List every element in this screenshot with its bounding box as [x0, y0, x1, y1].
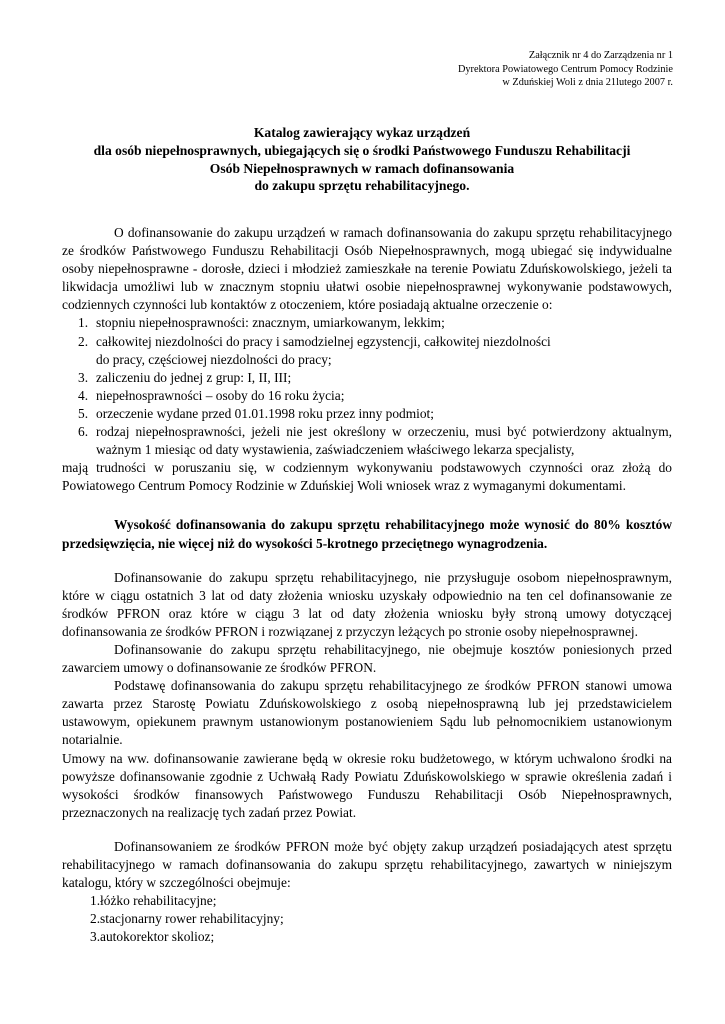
- attachment-note-line: Załącznik nr 4 do Zarządzenia nr 1: [528, 50, 673, 61]
- equipment-item: 1.łóżko rehabilitacyjne;: [90, 893, 217, 909]
- equipment-item: 3.autokorektor skolioz;: [90, 929, 215, 945]
- attachment-note-line: w Zduńskiej Woli z dnia 21lutego 2007 r.: [502, 77, 673, 89]
- funding-amount-paragraph: Wysokość dofinansowania do zakupu sprzętu rehabilitacyjnego może wynosić do 80% kosztów przedsięwzięcia, nie więcej niż do wysokości 5-krotnego przeciętnego wynagrodzenia.: [62, 517, 672, 551]
- equipment-item: 2.stacjonarny rower rehabilitacyjny;: [90, 911, 284, 927]
- criteria-number: 3.: [78, 369, 89, 385]
- intro-paragraph: O dofinansowanie do zakupu urządzeń w ramach dofinansowania do zakupu sprzętu rehabilitacyjnego ze środków Państwowego Funduszu Rehabilitacji Osób Niepełnosprawnych, mogą ubiegać się indywidualne osoby niepełnosprawne - dorosłe, dzieci i młodzież zamieszkałe na terenie Powiatu Zduńskowolskiego, jeżeli ta likwidacja umożliwi lub w znacznym stopniu ułatwi osobie niepełnosprawnej wykonywanie podstawowych, codziennych czynności lub kontaktów z otoczeniem, które posiadają aktualne orzeczenie o:: [62, 225, 672, 313]
- criteria-text: całkowitej niezdolności do pracy i samodzielnej egzystencji, całkowitej niezdolności: [96, 333, 551, 349]
- criteria-number: 2.: [78, 333, 89, 349]
- criteria-number: 5.: [78, 405, 89, 421]
- catalog-paragraph: Dofinansowaniem ze środków PFRON może być objęty zakup urządzeń posiadających atest sprzętu rehabilitacyjnego w ramach dofinansowania do zakupu sprzętu rehabilitacyjnego, zawartych w niniejszym katalogu, który w szczególności obejmuje:: [62, 838, 672, 891]
- criteria-text-continued: do pracy, częściowej niezdolności do pracy;: [96, 351, 332, 367]
- costs-paragraph: Dofinansowanie do zakupu sprzętu rehabilitacyjnego, nie obejmuje kosztów poniesionych przed zawarciem umowy o dofinansowanie ze środków PFRON.: [62, 641, 672, 676]
- criteria-text: orzeczenie wydane przed 01.01.1998 roku przez inny podmiot;: [96, 405, 434, 421]
- criteria-text: niepełnosprawności – osoby do 16 roku życia;: [96, 387, 345, 403]
- criteria-text: zaliczeniu do jednej z grup: I, II, III;: [96, 369, 292, 385]
- title-line: Osób Niepełnosprawnych w ramach dofinansowania: [209, 160, 515, 176]
- criteria-item: [78, 314, 672, 332]
- criteria-number: 1.: [78, 315, 89, 331]
- criteria-item: [78, 405, 672, 423]
- criteria-item: [78, 387, 672, 405]
- intro-conclusion: mają trudności w poruszaniu się, w codziennym wykonywaniu podstawowych czynności oraz złożą do Powiatowego Centrum Pomocy Rodzinie w Zduńskiej Woli wniosek wraz z wymaganymi dokumentami.: [62, 460, 672, 494]
- criteria-item: [78, 333, 672, 369]
- criteria-list: [62, 314, 672, 459]
- document-title: [62, 124, 662, 195]
- document-body: [62, 224, 672, 946]
- title-line: dla osób niepełnosprawnych, ubiegających się o środki Państwowego Funduszu Rehabilitacji: [93, 142, 631, 158]
- criteria-text: rodzaj niepełnosprawności, jeżeli nie jest określony w orzeczeniu, musi być potwierdzony aktualnym, ważnym 1 miesiąc od daty wystawienia, zaświadczeniem właściwego lekarza specjalisty,: [96, 424, 672, 458]
- criteria-item: [78, 423, 672, 459]
- title-line: Katalog zawierający wykaz urządzeń: [253, 125, 471, 140]
- exclusion-paragraph: Dofinansowanie do zakupu sprzętu rehabilitacyjnego, nie przysługuje osobom niepełnosprawnym, które w ciągu ostatnich 3 lat od daty złożenia wniosku uzyskały odpowiednio na ten cel dofinansowanie ze środków PFRON oraz które w ciągu 3 lat od daty złożenia wniosku były stroną umowy dotyczącej dofinansowania ze środków PFRON i rozwiązanej z przyczyn leżących po stronie osoby niepełnosprawnej.: [62, 569, 672, 639]
- equipment-list: [62, 892, 672, 946]
- attachment-note: [458, 49, 673, 90]
- attachment-note-line: Dyrektora Powiatowego Centrum Pomocy Rodzinie: [457, 63, 673, 75]
- title-line: do zakupu sprzętu rehabilitacyjnego.: [254, 178, 470, 194]
- criteria-text: stopniu niepełnosprawności: znacznym, umiarkowanym, lekkim;: [96, 315, 445, 331]
- contract-basis-paragraph: Podstawę dofinansowania do zakupu sprzętu rehabilitacyjnego ze środków PFRON stanowi umowa zawarta przez Starostę Powiatu Zduńskowolskiego z osobą niepełnosprawną lub jej przedstawicielem ustawowym, opiekunem prawnym ustanowionym postanowieniem Sądu lub pełnomocnikiem ustanowionym notarialnie.: [62, 678, 672, 748]
- contracts-paragraph: Umowy na ww. dofinansowanie zawierane będą w okresie roku budżetowego, w którym uchwalono środki na powyższe dofinansowanie zgodnie z Uchwałą Rady Powiatu Zduńskowolskiego w sprawie określenia zadań i wysokości środków finansowych Państwowego Funduszu Rehabilitacji Osób Niepełnosprawnych, przeznaczonych na realizację tych zadań przez Powiat.: [62, 750, 672, 820]
- criteria-number: 4.: [78, 387, 89, 403]
- criteria-item: [78, 369, 672, 387]
- criteria-number: 6.: [78, 424, 89, 440]
